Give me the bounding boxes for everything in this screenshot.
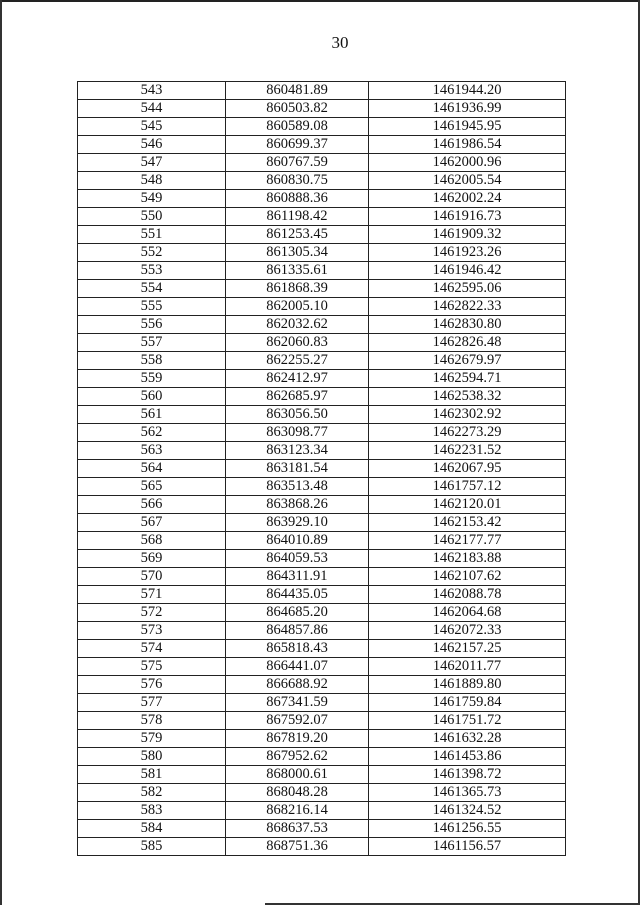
x-coordinate-cell: 864685.20 (226, 604, 369, 622)
x-coordinate-cell: 860481.89 (226, 82, 369, 100)
point-number-cell: 549 (78, 190, 226, 208)
point-number-cell: 560 (78, 388, 226, 406)
point-number-cell: 564 (78, 460, 226, 478)
table-row (78, 262, 566, 280)
y-coordinate-cell: 1462120.01 (369, 496, 566, 514)
x-coordinate-cell: 860503.82 (226, 100, 369, 118)
table-row (78, 550, 566, 568)
y-coordinate-cell: 1462107.62 (369, 568, 566, 586)
y-coordinate-cell: 1462826.48 (369, 334, 566, 352)
table-row (78, 388, 566, 406)
point-number-cell: 582 (78, 784, 226, 802)
y-coordinate-cell: 1461936.99 (369, 100, 566, 118)
x-coordinate-cell: 863181.54 (226, 460, 369, 478)
y-coordinate-cell: 1461986.54 (369, 136, 566, 154)
x-coordinate-cell: 868637.53 (226, 820, 369, 838)
table-row (78, 694, 566, 712)
y-coordinate-cell: 1462830.80 (369, 316, 566, 334)
x-coordinate-cell: 868000.61 (226, 766, 369, 784)
y-coordinate-cell: 1462064.68 (369, 604, 566, 622)
y-coordinate-cell: 1461944.20 (369, 82, 566, 100)
x-coordinate-cell: 867592.07 (226, 712, 369, 730)
table-row (78, 118, 566, 136)
x-coordinate-cell: 864435.05 (226, 586, 369, 604)
point-number-cell: 552 (78, 244, 226, 262)
y-coordinate-cell: 1461453.86 (369, 748, 566, 766)
table-row (78, 172, 566, 190)
point-number-cell: 547 (78, 154, 226, 172)
point-number-cell: 543 (78, 82, 226, 100)
x-coordinate-cell: 860589.08 (226, 118, 369, 136)
table-row (78, 622, 566, 640)
y-coordinate-cell: 1461751.72 (369, 712, 566, 730)
table-row (78, 514, 566, 532)
x-coordinate-cell: 868048.28 (226, 784, 369, 802)
table-row (78, 208, 566, 226)
y-coordinate-cell: 1461923.26 (369, 244, 566, 262)
point-number-cell: 546 (78, 136, 226, 154)
x-coordinate-cell: 863123.34 (226, 442, 369, 460)
y-coordinate-cell: 1462157.25 (369, 640, 566, 658)
y-coordinate-cell: 1461757.12 (369, 478, 566, 496)
x-coordinate-cell: 860767.59 (226, 154, 369, 172)
x-coordinate-cell: 864857.86 (226, 622, 369, 640)
y-coordinate-cell: 1462072.33 (369, 622, 566, 640)
x-coordinate-cell: 860699.37 (226, 136, 369, 154)
table-row (78, 442, 566, 460)
x-coordinate-cell: 866441.07 (226, 658, 369, 676)
point-number-cell: 558 (78, 352, 226, 370)
y-coordinate-cell: 1462231.52 (369, 442, 566, 460)
y-coordinate-cell: 1461256.55 (369, 820, 566, 838)
table-row (78, 748, 566, 766)
point-number-cell: 544 (78, 100, 226, 118)
table-row (78, 568, 566, 586)
table-row (78, 280, 566, 298)
table-row (78, 820, 566, 838)
x-coordinate-cell: 860888.36 (226, 190, 369, 208)
point-number-cell: 569 (78, 550, 226, 568)
y-coordinate-cell: 1462302.92 (369, 406, 566, 424)
table-row (78, 244, 566, 262)
y-coordinate-cell: 1462538.32 (369, 388, 566, 406)
point-number-cell: 565 (78, 478, 226, 496)
y-coordinate-cell: 1461909.32 (369, 226, 566, 244)
point-number-cell: 568 (78, 532, 226, 550)
point-number-cell: 551 (78, 226, 226, 244)
table-row (78, 784, 566, 802)
page-number: 30 (331, 33, 349, 52)
page-left-border (0, 0, 2, 905)
x-coordinate-cell: 862412.97 (226, 370, 369, 388)
table-row (78, 838, 566, 856)
x-coordinate-cell: 864059.53 (226, 550, 369, 568)
y-coordinate-cell: 1462011.77 (369, 658, 566, 676)
point-number-cell: 567 (78, 514, 226, 532)
y-coordinate-cell: 1462273.29 (369, 424, 566, 442)
point-number-cell: 576 (78, 676, 226, 694)
x-coordinate-cell: 864311.91 (226, 568, 369, 586)
point-number-cell: 563 (78, 442, 226, 460)
table-row (78, 82, 566, 100)
x-coordinate-cell: 867952.62 (226, 748, 369, 766)
table-row (78, 496, 566, 514)
point-number-cell: 548 (78, 172, 226, 190)
x-coordinate-cell: 861305.34 (226, 244, 369, 262)
x-coordinate-cell: 868751.36 (226, 838, 369, 856)
table-row (78, 802, 566, 820)
point-number-cell: 580 (78, 748, 226, 766)
y-coordinate-cell: 1462679.97 (369, 352, 566, 370)
y-coordinate-cell: 1462005.54 (369, 172, 566, 190)
coordinates-table (77, 81, 566, 856)
x-coordinate-cell: 863513.48 (226, 478, 369, 496)
point-number-cell: 572 (78, 604, 226, 622)
point-number-cell: 578 (78, 712, 226, 730)
table-row (78, 370, 566, 388)
point-number-cell: 556 (78, 316, 226, 334)
y-coordinate-cell: 1461946.42 (369, 262, 566, 280)
table-row (78, 730, 566, 748)
point-number-cell: 553 (78, 262, 226, 280)
table-row (78, 154, 566, 172)
x-coordinate-cell: 861253.45 (226, 226, 369, 244)
y-coordinate-cell: 1462088.78 (369, 586, 566, 604)
point-number-cell: 584 (78, 820, 226, 838)
point-number-cell: 577 (78, 694, 226, 712)
table-row (78, 100, 566, 118)
table-row (78, 460, 566, 478)
x-coordinate-cell: 862060.83 (226, 334, 369, 352)
y-coordinate-cell: 1462594.71 (369, 370, 566, 388)
y-coordinate-cell: 1462822.33 (369, 298, 566, 316)
y-coordinate-cell: 1462177.77 (369, 532, 566, 550)
table-row (78, 478, 566, 496)
y-coordinate-cell: 1462002.24 (369, 190, 566, 208)
table-row (78, 532, 566, 550)
x-coordinate-cell: 864010.89 (226, 532, 369, 550)
point-number-cell: 574 (78, 640, 226, 658)
y-coordinate-cell: 1461889.80 (369, 676, 566, 694)
table-row (78, 334, 566, 352)
point-number-cell: 575 (78, 658, 226, 676)
x-coordinate-cell: 868216.14 (226, 802, 369, 820)
point-number-cell: 573 (78, 622, 226, 640)
point-number-cell: 585 (78, 838, 226, 856)
table-row (78, 658, 566, 676)
table-row (78, 424, 566, 442)
x-coordinate-cell: 861868.39 (226, 280, 369, 298)
x-coordinate-cell: 861198.42 (226, 208, 369, 226)
y-coordinate-cell: 1461156.57 (369, 838, 566, 856)
point-number-cell: 579 (78, 730, 226, 748)
x-coordinate-cell: 865818.43 (226, 640, 369, 658)
x-coordinate-cell: 862685.97 (226, 388, 369, 406)
x-coordinate-cell: 866688.92 (226, 676, 369, 694)
point-number-cell: 566 (78, 496, 226, 514)
point-number-cell: 545 (78, 118, 226, 136)
x-coordinate-cell: 863868.26 (226, 496, 369, 514)
x-coordinate-cell: 862032.62 (226, 316, 369, 334)
point-number-cell: 554 (78, 280, 226, 298)
table-row (78, 586, 566, 604)
point-number-cell: 581 (78, 766, 226, 784)
table-row (78, 352, 566, 370)
y-coordinate-cell: 1461365.73 (369, 784, 566, 802)
table-row (78, 136, 566, 154)
y-coordinate-cell: 1461632.28 (369, 730, 566, 748)
x-coordinate-cell: 863056.50 (226, 406, 369, 424)
y-coordinate-cell: 1462595.06 (369, 280, 566, 298)
point-number-cell: 571 (78, 586, 226, 604)
y-coordinate-cell: 1462067.95 (369, 460, 566, 478)
point-number-cell: 555 (78, 298, 226, 316)
y-coordinate-cell: 1461945.95 (369, 118, 566, 136)
point-number-cell: 557 (78, 334, 226, 352)
y-coordinate-cell: 1461759.84 (369, 694, 566, 712)
x-coordinate-cell: 863098.77 (226, 424, 369, 442)
point-number-cell: 559 (78, 370, 226, 388)
x-coordinate-cell: 860830.75 (226, 172, 369, 190)
table-row (78, 640, 566, 658)
table-row (78, 676, 566, 694)
table-row (78, 190, 566, 208)
point-number-cell: 550 (78, 208, 226, 226)
table-row (78, 766, 566, 784)
table-row (78, 712, 566, 730)
point-number-cell: 570 (78, 568, 226, 586)
y-coordinate-cell: 1462000.96 (369, 154, 566, 172)
point-number-cell: 583 (78, 802, 226, 820)
y-coordinate-cell: 1461324.52 (369, 802, 566, 820)
point-number-cell: 562 (78, 424, 226, 442)
y-coordinate-cell: 1461398.72 (369, 766, 566, 784)
y-coordinate-cell: 1462183.88 (369, 550, 566, 568)
y-coordinate-cell: 1462153.42 (369, 514, 566, 532)
x-coordinate-cell: 867341.59 (226, 694, 369, 712)
x-coordinate-cell: 863929.10 (226, 514, 369, 532)
table-row (78, 406, 566, 424)
table-row (78, 316, 566, 334)
x-coordinate-cell: 862255.27 (226, 352, 369, 370)
table-row (78, 604, 566, 622)
table-row (78, 226, 566, 244)
point-number-cell: 561 (78, 406, 226, 424)
y-coordinate-cell: 1461916.73 (369, 208, 566, 226)
table-row (78, 298, 566, 316)
page-top-border (0, 0, 640, 2)
x-coordinate-cell: 861335.61 (226, 262, 369, 280)
coordinates-table-body (78, 82, 566, 856)
x-coordinate-cell: 867819.20 (226, 730, 369, 748)
x-coordinate-cell: 862005.10 (226, 298, 369, 316)
